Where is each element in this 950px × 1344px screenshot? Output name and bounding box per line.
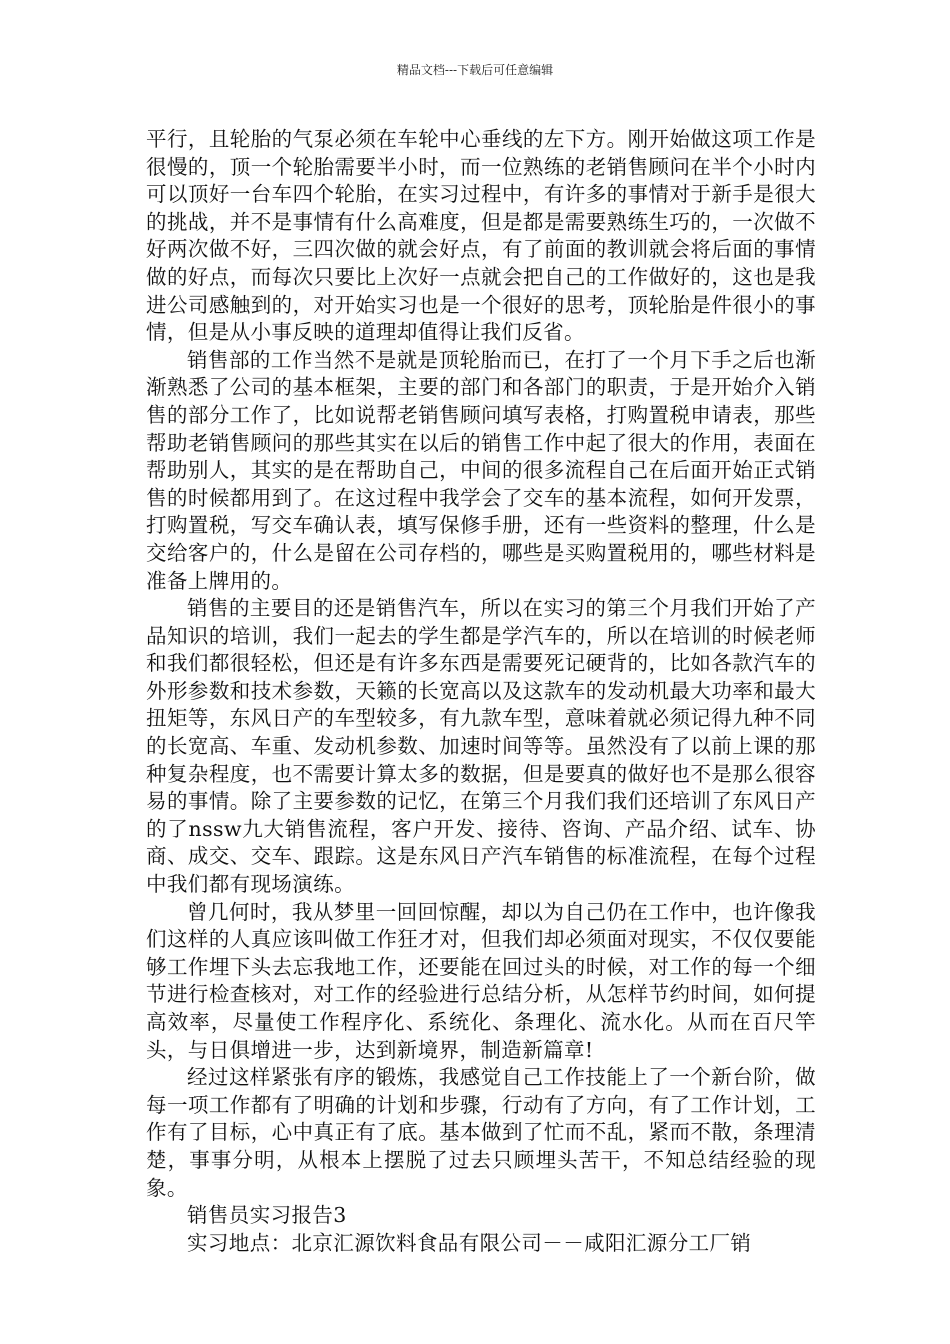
page-header: 精品文档---下载后可任意编辑 (396, 63, 554, 77)
paragraph-2: 销售部的工作当然不是就是顶轮胎而已，在打了一个月下手之后也渐渐熟悉了公司的基本框架，主要的部门和各部门的职责，于是开始介入销售的部分工作了，比如说帮老销售顾问填写表格，打购置税申请表，那些帮助老销售顾问的那些其实在以后的销售工作中起了很大的作用，表面在帮助别人，其实的是在帮助自己，中间的很多流程自己在后面开始正式销售的时候都用到了。在这过程中我学会了交车的基本流程，如何开发票，打购置税，写交车确认表，填写保修手册，还有一些资料的整理，什么是交给客户的，什么是留在公司存档的，哪些是买购置税用的，哪些材料是准备上牌用的。 (146, 347, 816, 593)
location-line: 实习地点：北京汇源饮料食品有限公司－－咸阳汇源分工厂销 (187, 1230, 752, 1255)
document-body (146, 126, 816, 1257)
paragraph-3: 销售的主要目的还是销售汽车，所以在实习的第三个月我们开始了产品知识的培训，我们一起去的学生都是学汽车的，所以在培训的时候老师和我们都很轻松，但还是有许多东西是需要死记硬背的，比如各款汽车的外形参数和技术参数，天籁的长宽高以及这款车的发动机最大功率和最大扭矩等，东风日产的车型较多，有九款车型，意味着就必须记得九种不同的长宽高、车重、发动机参数、加速时间等等。虽然没有了以前上课的那种复杂程度，也不需要计算太多的数据，但是要真的做好也不是那么很容易的事情。除了主要参数的记忆，在第三个月我们我们还培训了东风日产的了nssw九大销售流程，客户开发、接待、咨询、产品介绍、试车、协商、成交、交车、跟踪。这是东风日产汽车销售的标准流程，在每个过程中我们都有现场演练。 (146, 596, 816, 897)
paragraph-4: 曾几何时，我从梦里一回回惊醒，却以为自己仍在工作中，也许像我们这样的人真应该叫做工作狂才对，但我们却必须面对现实，不仅仅要能够工作埋下头去忘我地工作，还要能在回过头的时候，对工作的每一个细节进行检查核对，对工作的经验进行总结分析，从怎样节约时间，如何提高效率，尽量使工作程序化、系统化、条理化、流水化。从而在百尺竿头，与日俱增进一步，达到新境界，制造新篇章! (146, 899, 816, 1062)
section-title: 销售员实习报告3 (187, 1203, 347, 1228)
paragraph-5: 经过这样紧张有序的锻炼，我感觉自己工作技能上了一个新台阶，做每一项工作都有了明确的计划和步骤，行动有了方向，有了工作计划，工作有了目标，心中真正有了底。基本做到了忙而不乱，紧而不散，条理清楚，事事分明，从根本上摆脱了过去只顾埋头苦干，不知总结经验的现象。 (146, 1065, 816, 1200)
paragraph-1: 平行，且轮胎的气泵必须在车轮中心垂线的左下方。刚开始做这项工作是很慢的，顶一个轮胎需要半小时，而一位熟练的老销售顾问在半个小时内可以顶好一台车四个轮胎，在实习过程中，有许多的事情对于新手是很大的挑战，并不是事情有什么高难度，但是都是需要熟练生巧的，一次做不好两次做不好，三四次做的就会好点，有了前面的教训就会将后面的事情做的好点，而每次只要比上次好一点就会把自己的工作做好的，这也是我进公司感触到的，对开始实习也是一个很好的思考，顶轮胎是件很小的事情，但是从小事反映的道理却值得让我们反省。 (146, 127, 816, 345)
